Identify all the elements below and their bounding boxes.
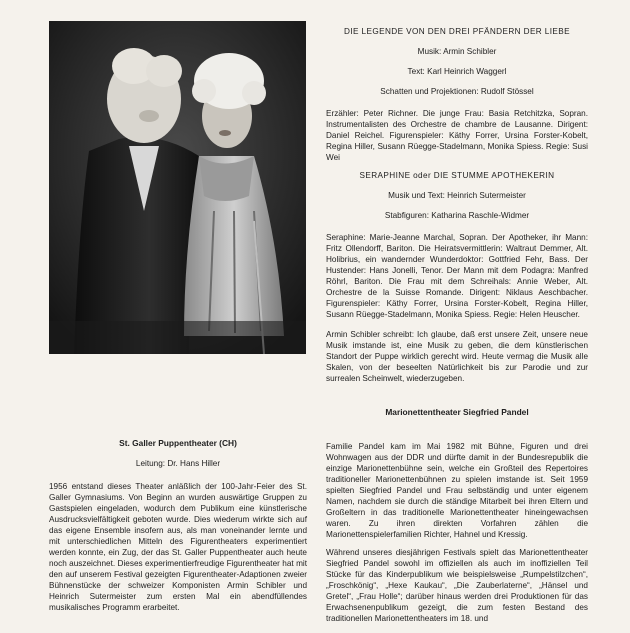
puppet-photograph xyxy=(49,21,306,354)
leader-credit: Leitung: Dr. Hans Hiller xyxy=(135,459,221,468)
schibler-quote: Armin Schibler schreibt: Ich glaube, daß erst unsere Zeit, unsere neue Musik imstande ist, eine Musik zu geben, die dem künstlerischen Standort der Puppe wirklich gerecht wird. Heute vermag die Musik alle Skalen, von der beseelten Natürlichkeit bis zur Parodie und zur surrealen Scheinwelt, wiederzugeben. xyxy=(326,330,588,383)
program-right-top xyxy=(326,26,588,384)
music-credit: Musik: Armin Schibler xyxy=(417,47,497,56)
pandel-paragraph-1: Familie Pandel kam im Mai 1982 mit Bühne, Figuren und drei Wohnwagen aus der DDR und dürfte damit in der Bundesrepublik die einzige Marionettenbühne sein, welche ein Großteil des Repertoires traditioneller Marionettenbühnen zu spielen imstande ist. Seit 1959 spielten Siegfried Pandel und Frau selbständig und unter eigenem Namen, nachdem sie durch die ständige Mitarbeit bei ihren Eltern und Großeltern in das traditionelle Marionettentheater hineingewachsen waren. Zu ihren direkten Vorfahren zählen die Marionettenspielerfamilien Richter, Hahnel und Kressig. xyxy=(326,442,588,539)
text-credit: Text: Karl Heinrich Waggerl xyxy=(407,67,507,76)
puppentheater-section xyxy=(49,438,307,613)
pandel-paragraph-2: Während unseres diesjährigen Festivals spielt das Marionettentheater Siegfried Pandel sowohl im offiziellen als auch im inoffiziellen Teil Stücke für das Kinderpublikum wie beispielsweise „Rumpelstilzchen“, „Froschkönig“, „Hexe Kaukau“, „Die Zauberlaterne“, „Hänsel und Gretel“, „Frau Holle“; darüber hinaus werden drei Produktionen für das Erwachsenenpublikum gezeigt, die zum festen Bestand des traditionellen Marionettentheaters im 18. und xyxy=(326,548,588,623)
cast-seraphine: Seraphine: Marie-Jeanne Marchal, Sopran. Der Apotheker, ihr Mann: Fritz Ollendorff, Bariton. Die Heiratsvermittlerin: Waltraut Demmer, Alt. Holibrius, ein wandernder Wunderdoktor: Gottfried Fehr, Bass. Der Hustender: Hans Jonelli, Tenor. Der Mann mit dem Podagra: Manfred Röhrl, Bariton. Die Frau mit dem Schreihals: Annie Weber, Alt. Orchestre de la Suisse Romande. Dirigent: Niklaus Aeschbacher. Figurenspieler: Käthy Forrer, Ursina Forster-Kobelt, Regina Hiller, Susann Rüegge-Stadelmann, Monika Spiess. Regie: Helen Heuscher. xyxy=(326,233,588,319)
shadows-credit: Schatten und Projektionen: Rudolf Stössel xyxy=(380,87,534,96)
rod-figures-credit: Stabfiguren: Katharina Raschle-Widmer xyxy=(384,211,530,220)
section-heading-pandel: Marionettentheater Siegfried Pandel xyxy=(385,407,529,417)
cast-legende: Erzähler: Peter Richner. Die junge Frau: Basia Retchitzka, Sopran. Instrumentalisten des Orchestre de chambre de Lausanne. Dirigent: Daniel Reichel. Figurenspieler: Käthy Forrer, Ursina Forster-Kobelt, Regina Hiller, Susann Rüegge-Stadelmann, Monika Spiess. Regie: Susi Wei xyxy=(326,109,588,162)
marionettentheater-section xyxy=(326,407,588,624)
stgallen-description: 1956 entstand dieses Theater anläßlich der 100-Jahr-Feier des St. Galler Gymnasiums. Von Beginn an wurden auswärtige Gruppen zu Gastspielen eingeladen, wodurch dem Publikum eine künstlerische Ausdrucksvielfältigkeit geboten wurde. Dies wiederum wirkte sich auf das eigene Ensemble insofern aus, als man voneinander lernte und mit unterschiedlichen Mitteln des Figurentheaters experimentiert werden konnte, ein Zug, der das St. Galler Puppentheater auch heute noch auszeichnet. Dieses experimentierfreudige Figurentheater hat mit den auf unserem Festival gezeigten Figurentheater-Adaptionen zweier Bühnenstücke der schweizer Komponisten Armin Schibler und Heinrich Sutermeister zum ersten Mal ein abendfüllendes musikalisches Programm erarbeitet. xyxy=(49,482,307,612)
title-legende: DIE LEGENDE VON DEN DREI PFÄNDERN DER LIEBE xyxy=(343,27,571,36)
section-heading-stgallen: St. Galler Puppentheater (CH) xyxy=(119,438,237,448)
music-text-credit: Musik und Text: Heinrich Sutermeister xyxy=(388,191,526,200)
title-seraphine: SERAPHINE oder DIE STUMME APOTHEKERIN xyxy=(359,171,555,180)
